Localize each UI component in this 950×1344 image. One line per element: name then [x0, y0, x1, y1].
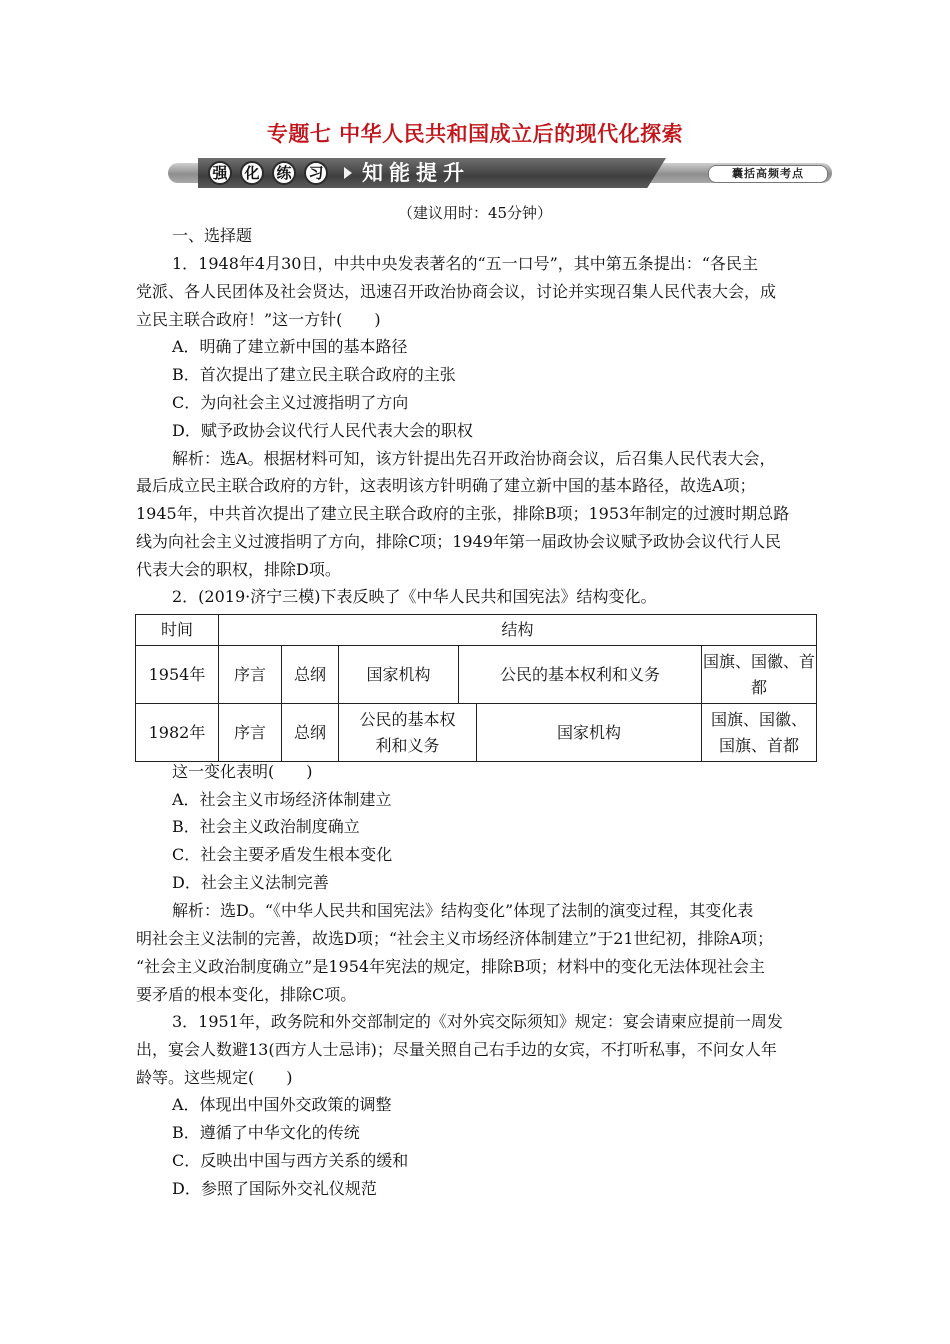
cell-line: 都: [750, 677, 767, 697]
question-text: 龄等。这些规定( ): [136, 1068, 293, 1087]
banner-tag: 囊括高频考点: [708, 165, 828, 183]
table-cell: 1954年: [136, 646, 219, 704]
option-d: D．社会主义法制完善: [172, 873, 329, 892]
option-c: C．社会主要矛盾发生根本变化: [172, 845, 393, 864]
cell-line: 国旗、首都: [718, 735, 799, 755]
cell-line: 国旗、国徽、首: [702, 651, 815, 671]
option-d: D．赋予政协会议代行人民代表大会的职权: [172, 421, 473, 440]
table-cell: 国家机构: [477, 704, 702, 762]
analysis-text: 最后成立民主联合政府的方针，这表明该方针明确了建立新中国的基本路径，故选A项；: [136, 476, 756, 495]
analysis-text: 线为向社会主义过渡指明了方向，排除C项；1949年第一届政协会议赋予政协会议代行人民: [136, 532, 781, 551]
analysis-text: 代表大会的职权，排除D项。: [136, 560, 341, 579]
question-text: 党派、各人民团体及社会贤达，迅速召开政治协商会议，讨论并实现召集人民代表大会，成: [136, 282, 777, 301]
table-cell: [702, 646, 817, 704]
table-cell: 时间: [136, 615, 219, 646]
table-row: [136, 704, 817, 762]
table-cell: 总纲: [282, 704, 339, 762]
banner-badge: 化: [240, 161, 264, 185]
arrow-right-icon: [344, 167, 352, 179]
banner-subtitle: 知能提升: [362, 161, 470, 185]
analysis-text: 解析：选A。根据材料可知，该方针提出先召开政治协商会议，后召集人民代表大会，: [172, 449, 776, 468]
banner-badge: 习: [304, 161, 328, 185]
table-cell: [702, 704, 817, 762]
banner-badge: 强: [208, 161, 232, 185]
option-c: C．为向社会主义过渡指明了方向: [172, 393, 409, 412]
cell-line: 公民的基本权: [359, 709, 456, 729]
option-a: A．明确了建立新中国的基本路径: [172, 337, 408, 356]
table-cell: 总纲: [282, 646, 339, 704]
question-text: 1．1948年4月30日，中共中央发表著名的“五一口号”，其中第五条提出：“各民主: [172, 254, 758, 273]
banner-badge: 练: [272, 161, 296, 185]
table-cell: 1982年: [136, 704, 219, 762]
table-cell: [339, 704, 477, 762]
section-heading: 一、选择题: [172, 226, 253, 245]
analysis-text: 解析：选D。“《中华人民共和国宪法》结构变化”体现了法制的演变过程，其变化表: [172, 901, 754, 920]
option-b: B．首次提出了建立民主联合政府的主张: [172, 365, 456, 384]
table-row: [136, 646, 817, 704]
analysis-text: 明社会主义法制的完善，故选D项；“社会主义市场经济体制建立”于21世纪初，排除A项；: [136, 929, 774, 948]
table-header-row: [136, 615, 817, 646]
table-cell: 序言: [219, 646, 282, 704]
question-text: 2．(2019·济宁三模)下表反映了《中华人民共和国宪法》结构变化。: [172, 587, 657, 606]
question-text: 立民主联合政府！”这一方针( ): [136, 310, 381, 329]
table-cell: 序言: [219, 704, 282, 762]
section-banner: [168, 158, 832, 188]
question-text: 出，宴会人数避13(西方人士忌讳)；尽量关照自己右手边的女宾，不打听私事，不问女人年: [136, 1040, 777, 1059]
option-a: A．社会主义市场经济体制建立: [172, 790, 392, 809]
cell-line: 利和义务: [375, 735, 440, 755]
analysis-text: 1945年，中共首次提出了建立民主联合政府的主张，排除B项；1953年制定的过渡时期总路: [136, 504, 790, 523]
page-title: 专题七 中华人民共和国成立后的现代化探索: [266, 122, 684, 146]
option-b: B．遵循了中华文化的传统: [172, 1123, 360, 1142]
question-text: 3．1951年，政务院和外交部制定的《对外宾交际须知》规定：宴会请柬应提前一周发: [172, 1012, 783, 1031]
time-hint: （建议用时：45分钟）: [397, 204, 553, 222]
table-cell: 公民的基本权利和义务: [459, 646, 702, 704]
analysis-text: “社会主义政治制度确立”是1954年宪法的规定，排除B项；材料中的变化无法体现社会主: [136, 957, 765, 976]
cell-line: 国旗、国徽、: [710, 709, 807, 729]
table-cell: 国家机构: [339, 646, 459, 704]
option-a: A．体现出中国外交政策的调整: [172, 1095, 392, 1114]
question-text: 这一变化表明( ): [172, 762, 313, 781]
option-d: D．参照了国际外交礼仪规范: [172, 1179, 377, 1198]
constitution-table: [135, 614, 817, 762]
table-cell: 结构: [219, 615, 817, 646]
option-b: B．社会主义政治制度确立: [172, 817, 360, 836]
option-c: C．反映出中国与西方关系的缓和: [172, 1151, 409, 1170]
analysis-text: 要矛盾的根本变化，排除C项。: [136, 985, 357, 1004]
